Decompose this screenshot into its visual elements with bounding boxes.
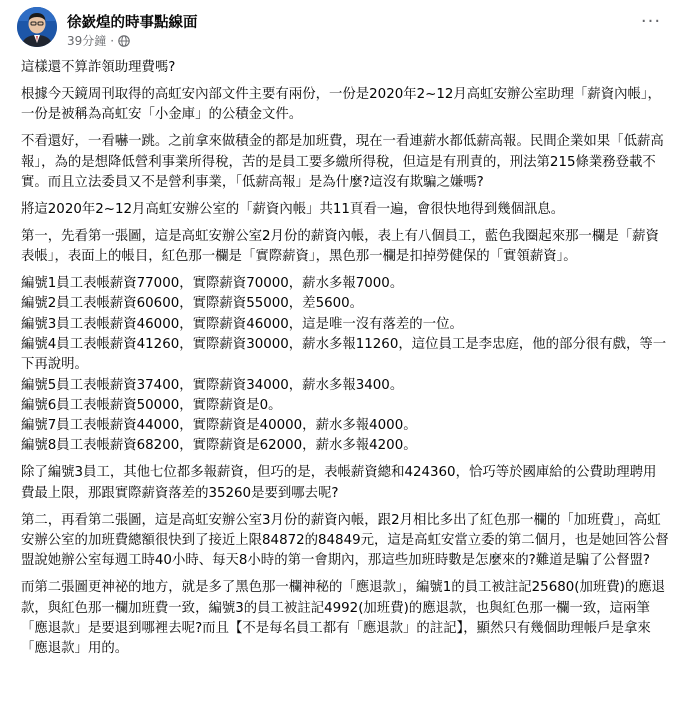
post-paragraph: 將這2020年2~12月高虹安辦公室的「薪資內帳」共11頁看一遍，會很快地得到幾個訊息。 — [21, 201, 565, 217]
post-paragraph: 不看還好，一看嚇一跳。之前拿來做積金的都是加班費，現在一看連薪水都低薪高報。民間企業如果「低薪高報」，為的是想降低營利事業所得稅，苦的是員工要多繳所得稅，但這是有刑責的，刑法第215條業務登載不實。而且立法委員又不是營利事業，「低薪高報」是為什麼?這沒有欺騙之嫌嗎? — [21, 134, 664, 190]
post-timestamp[interactable]: 39分鐘 — [67, 34, 107, 48]
avatar[interactable] — [17, 7, 57, 47]
globe-icon[interactable] — [118, 35, 130, 47]
salary-list-item: 編號7員工表帳薪資44000，實際薪資是40000，薪水多報4000。 — [21, 418, 417, 434]
post-paragraph: 第一，先看第一張圖，這是高虹安辦公室2月份的薪資內帳，表上有八個員工，藍色我圈起來那一欄是「薪資表帳」，表面上的帳目，紅色那一欄是「實際薪資」，黑色那一欄是扣掉勞健保的「實領薪資」。 — [21, 228, 659, 265]
salary-list-item: 編號1員工表帳薪資77000，實際薪資70000，薪水多報7000。 — [21, 276, 404, 292]
post-paragraph: 這樣還不算詐領助理費嗎? — [21, 60, 176, 75]
salary-list-item: 編號3員工表帳薪資46000，實際薪資46000，這是唯一沒有落差的一位。 — [21, 316, 463, 332]
salary-list-item: 編號2員工表帳薪資60600，實際薪資55000，差5600。 — [21, 296, 364, 312]
post-body — [21, 58, 669, 666]
post-meta — [67, 32, 130, 49]
post-paragraph: 而第二張圖更神祕的地方，就是多了黑色那一欄神秘的「應退款」，編號1的員工被註記25680(加班費)的應退款，與紅色那一欄加班費一致，編號3的員工被註記4992(加班費)的應退款，也與紅色那一欄一致，這兩筆「應退款」是要退到哪裡去呢?而且【不是每名員工都有「應退款」的註記】，顯然只有幾個助理帳戶是拿來「應退款」用的。 — [21, 580, 666, 657]
salary-list-item: 編號6員工表帳薪資50000，實際薪資是0。 — [21, 397, 282, 413]
salary-list — [21, 274, 669, 457]
author-name[interactable]: 徐嶔煌的時事點線面 — [67, 15, 198, 31]
meta-separator: · — [110, 33, 115, 48]
salary-list-item: 編號8員工表帳薪資68200，實際薪資是62000，薪水多報4200。 — [21, 438, 417, 454]
post-header — [17, 7, 672, 53]
salary-list-item: 編號4員工表帳薪資41260，實際薪資30000，薪水多報11260，這位員工是李忠庭，他的部分很有戲，等一下再說明。 — [21, 337, 667, 373]
more-options-button[interactable]: ··· — [640, 10, 662, 32]
salary-list-item: 編號5員工表帳薪資37400，實際薪資34000，薪水多報3400。 — [21, 377, 404, 393]
post-paragraph: 第二，再看第二張圖，這是高虹安辦公室3月份的薪資內帳，跟2月相比多出了紅色那一欄的「加班費」，高虹安辦公室的加班費總額很快到了接近上限84872的84849元，這是高虹安當立委的第二個月，也是她回答公督盟說她辦公室每週工時40小時、每天8小時的第一會期內，那這些加班時數是怎麼來的?難道是騙了公督盟? — [21, 512, 669, 569]
avatar-image — [17, 7, 57, 47]
post-paragraph: 除了編號3員工，其他七位都多報薪資，但巧的是，表帳薪資總和424360，恰巧等於國庫給的公費助理聘用費最上限，那跟實際薪資落差的35260是要到哪去呢? — [21, 465, 657, 501]
post-paragraph: 根據今天鏡周刊取得的高虹安內部文件主要有兩份，一份是2020年2~12月高虹安辦公室助理「薪資內帳」，一份是被稱為高虹安「小金庫」的公積金文件。 — [21, 86, 661, 123]
